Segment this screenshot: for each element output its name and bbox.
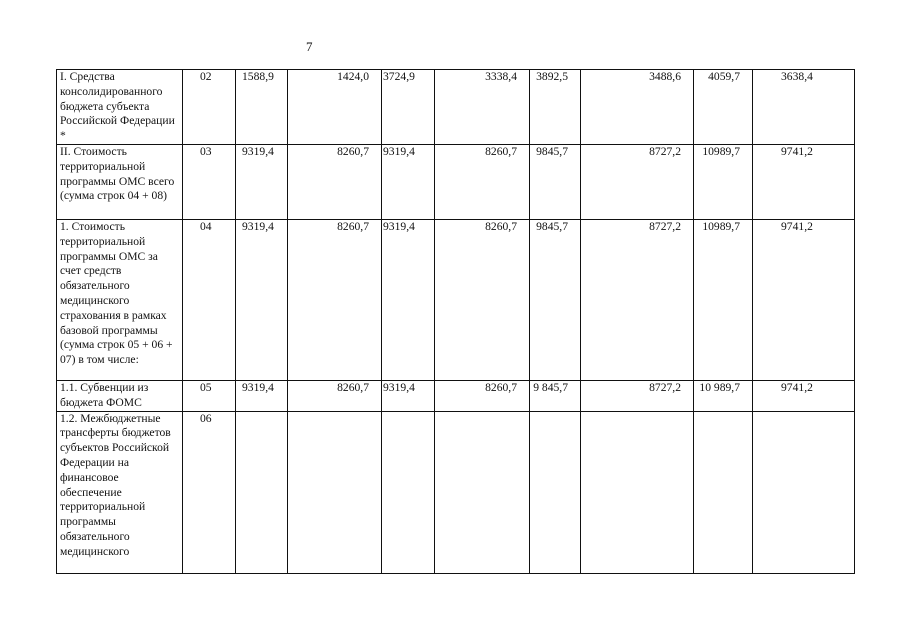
- value-cell: 9 845,7: [530, 381, 581, 412]
- row-label: I. Средства консолидированного бюджета субъекта Российской Федерации *: [57, 70, 183, 145]
- value-cell: 9319,4: [382, 220, 435, 381]
- value-cell: 3338,4: [435, 70, 530, 145]
- value-cell: 9319,4: [236, 145, 288, 220]
- value-cell: 9741,2: [753, 381, 855, 412]
- value-cell: 8727,2: [581, 145, 694, 220]
- row-code: 04: [183, 220, 236, 381]
- value-cell: [435, 411, 530, 573]
- value-cell: [753, 411, 855, 573]
- value-cell: 3724,9: [382, 70, 435, 145]
- value-cell: 9741,2: [753, 145, 855, 220]
- value-cell: 8260,7: [288, 381, 382, 412]
- table-row: [57, 220, 855, 381]
- value-cell: 9845,7: [530, 145, 581, 220]
- value-cell: [581, 411, 694, 573]
- financing-table: [56, 69, 855, 574]
- row-code: 03: [183, 145, 236, 220]
- value-cell: [288, 411, 382, 573]
- value-cell: 8727,2: [581, 381, 694, 412]
- row-label: 1.2. Межбюджетные трансферты бюджетов субъектов Российской Федерации на финансовое обеспечение территориальной программы обязательного медицинского: [57, 411, 183, 573]
- value-cell: 8260,7: [288, 145, 382, 220]
- value-cell: 3638,4: [753, 70, 855, 145]
- value-cell: 4059,7: [694, 70, 753, 145]
- row-label: 1. Стоимость территориальной программы ОМС за счет средств обязательного медицинского страхования в рамках базовой программы (сумма строк 05 + 06 + 07) в том числе:: [57, 220, 183, 381]
- value-cell: 8260,7: [435, 381, 530, 412]
- value-cell: 1588,9: [236, 70, 288, 145]
- table-row: [57, 70, 855, 145]
- value-cell: 10 989,7: [694, 381, 753, 412]
- value-cell: 3488,6: [581, 70, 694, 145]
- value-cell: [694, 411, 753, 573]
- row-code: 05: [183, 381, 236, 412]
- value-cell: [530, 411, 581, 573]
- value-cell: [236, 411, 288, 573]
- value-cell: 8727,2: [581, 220, 694, 381]
- value-cell: 9845,7: [530, 220, 581, 381]
- value-cell: 8260,7: [288, 220, 382, 381]
- value-cell: 10989,7: [694, 220, 753, 381]
- value-cell: 1424,0: [288, 70, 382, 145]
- value-cell: 9319,4: [236, 220, 288, 381]
- row-label: 1.1. Субвенции из бюджета ФОМС: [57, 381, 183, 412]
- row-code: 02: [183, 70, 236, 145]
- value-cell: 3892,5: [530, 70, 581, 145]
- value-cell: 8260,7: [435, 145, 530, 220]
- table-row: [57, 381, 855, 412]
- value-cell: 9319,4: [382, 145, 435, 220]
- row-code: 06: [183, 411, 236, 573]
- row-label: II. Стоимость территориальной программы ОМС всего (сумма строк 04 + 08): [57, 145, 183, 220]
- value-cell: 9741,2: [753, 220, 855, 381]
- value-cell: 9319,4: [382, 381, 435, 412]
- value-cell: [382, 411, 435, 573]
- table-row: [57, 411, 855, 573]
- value-cell: 9319,4: [236, 381, 288, 412]
- page-number: 7: [306, 39, 313, 54]
- value-cell: 10989,7: [694, 145, 753, 220]
- value-cell: 8260,7: [435, 220, 530, 381]
- table-row: [57, 145, 855, 220]
